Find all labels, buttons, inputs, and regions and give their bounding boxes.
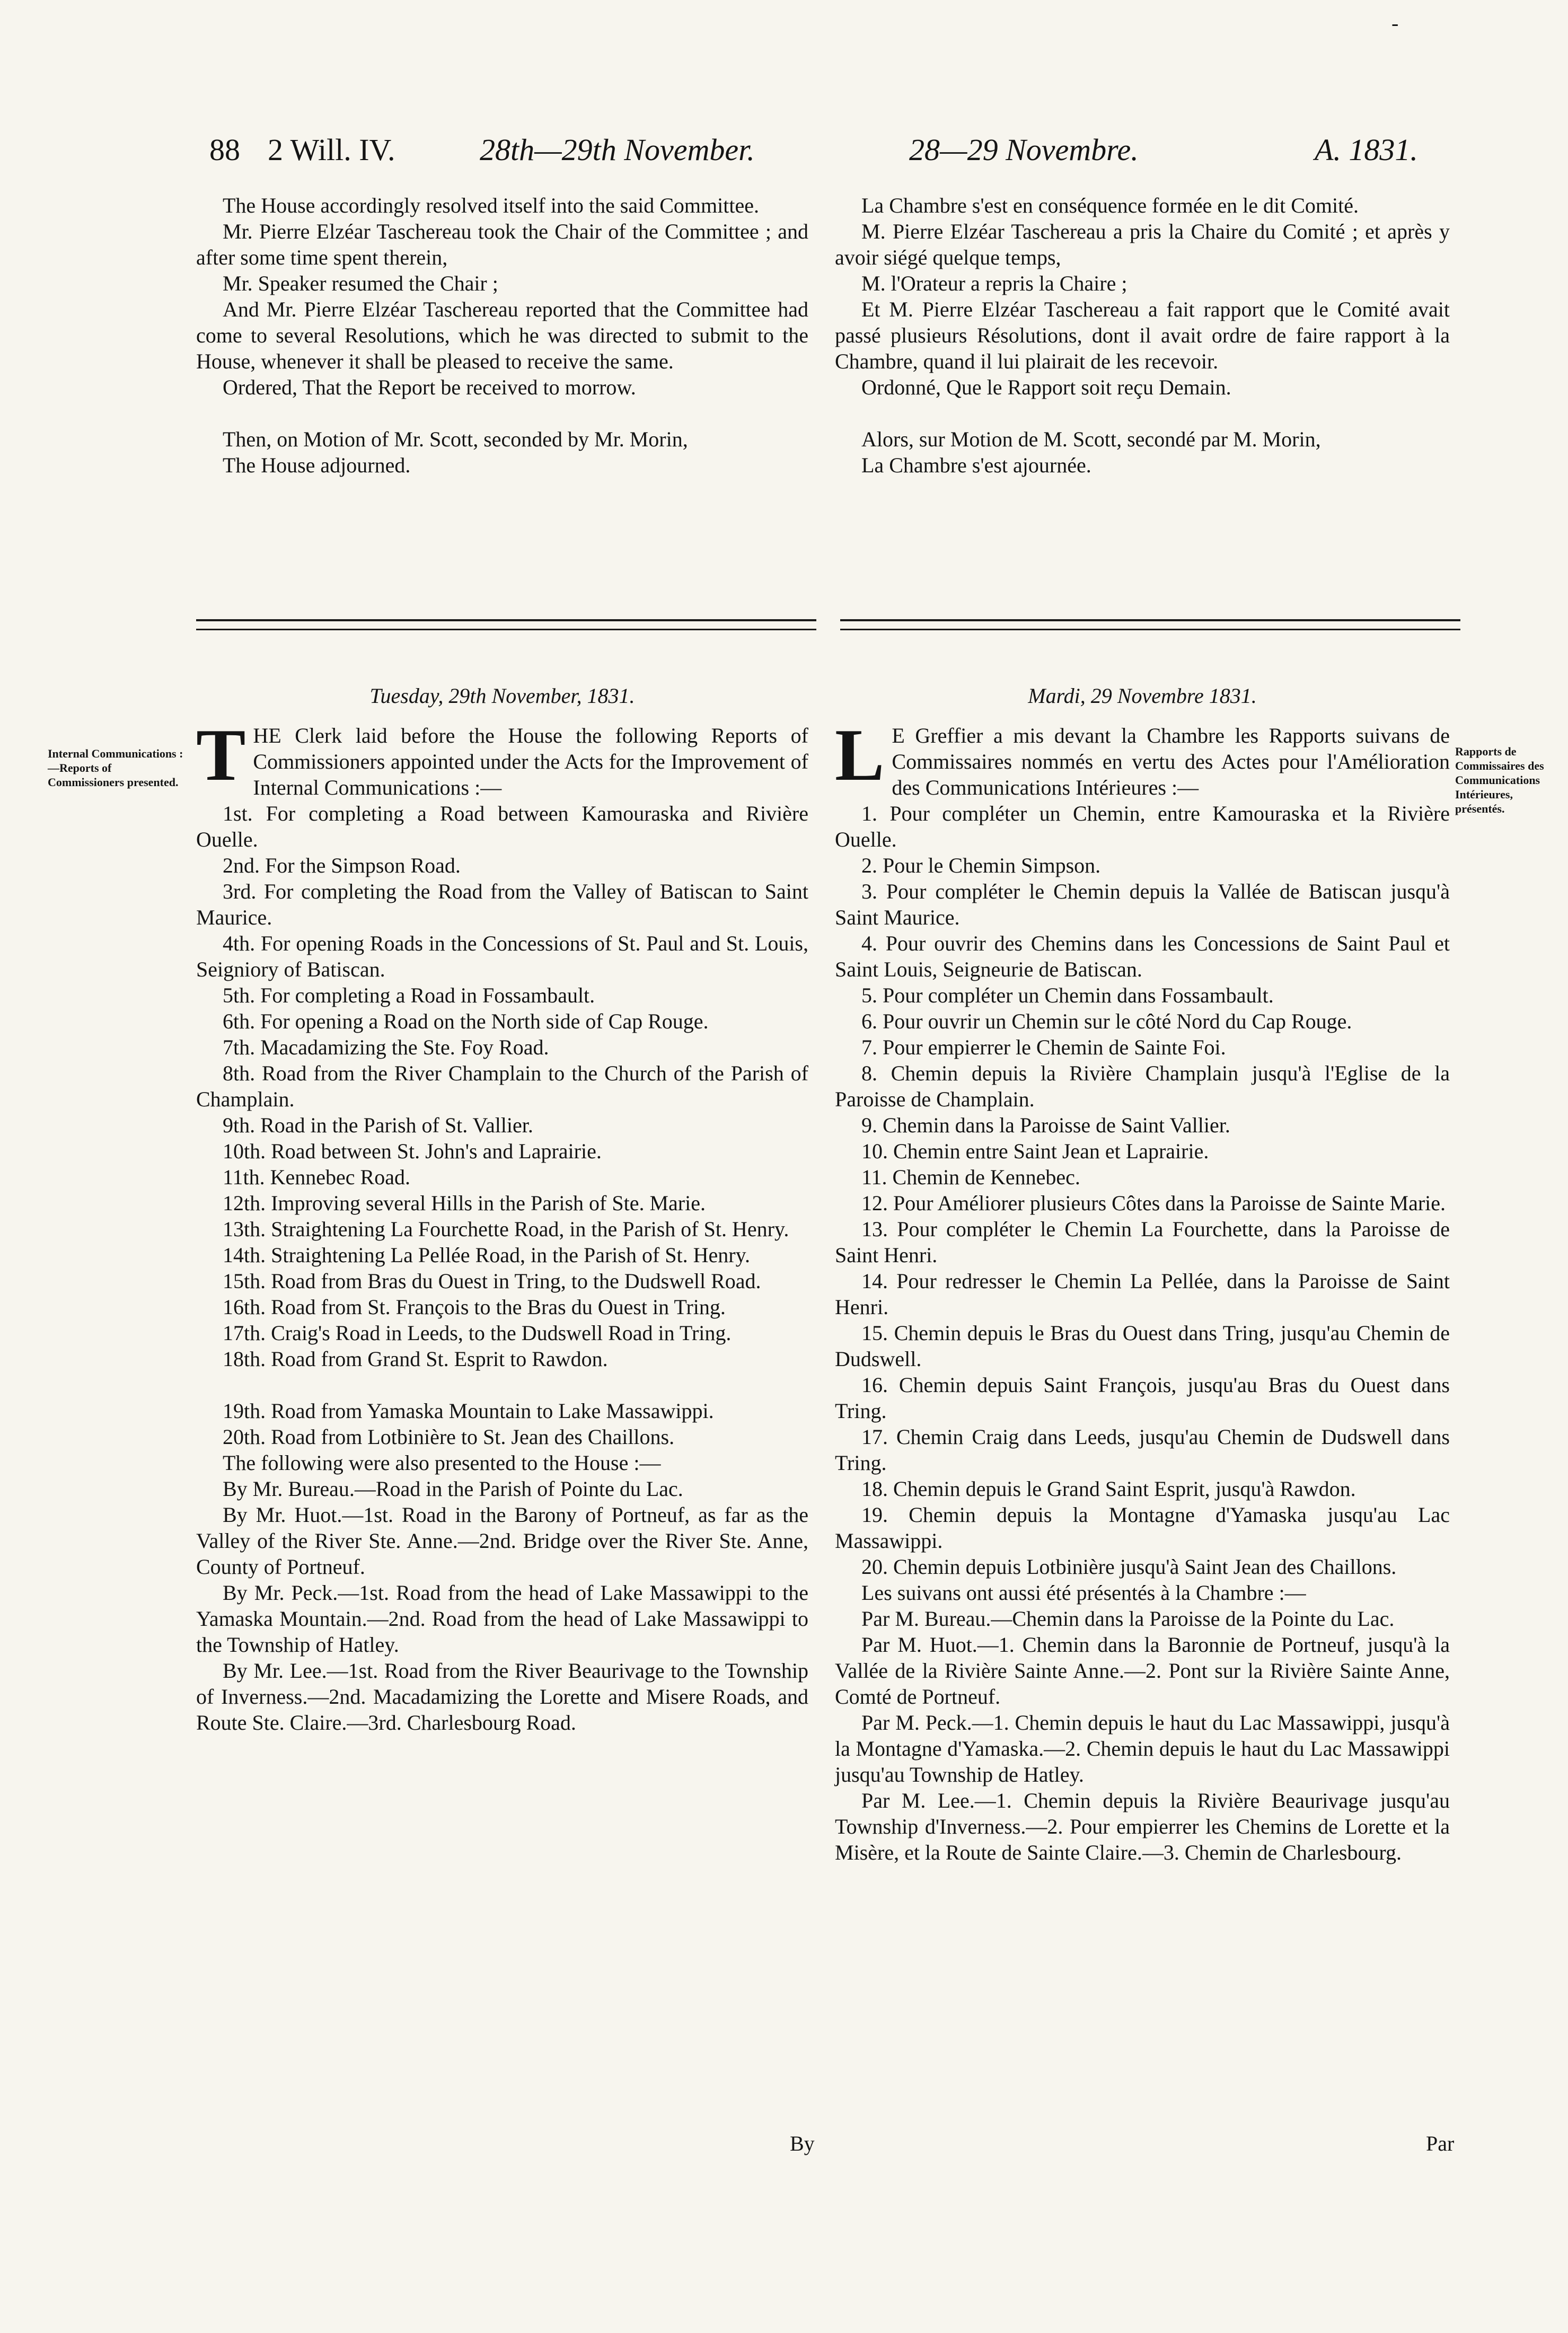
presented-item: By Mr. Bureau.—Road in the Parish of Pointe du Lac. [223,1477,683,1501]
page-number: 88 [209,133,240,167]
report-item: 17th. Craig's Road in Leeds, to the Dudswell Road in Tring. [223,1321,732,1345]
paragraph: La Chambre s'est ajournée. [861,453,1091,477]
year-label: A. 1831. [1315,133,1418,167]
report-item: 6. Pour ouvrir un Chemin sur le côté Nord du Cap Rouge. [861,1009,1352,1033]
margin-note-french: Rapports de Commissaires des Communications Intérieures, présentés. [1455,745,1544,815]
catchword-french: Par [1426,2132,1455,2155]
report-item: 9. Chemin dans la Paroisse de Saint Vallier. [861,1113,1230,1137]
presented-item: The following were also presented to the House :— [223,1451,661,1475]
report-item: 2nd. For the Simpson Road. [223,853,461,877]
paragraph: Alors, sur Motion de M. Scott, secondé par M. Morin, [861,427,1321,451]
body-french [835,683,1450,1865]
presented-item: By Mr. Lee.—1st. Road from the River Beaurivage to the Township of Inverness.—2nd. Macadamizing the Lorette and Misere Roads, and Route Ste. Claire.—3rd. Charlesbourg Road. [196,1659,808,1735]
presented-item: Par M. Bureau.—Chemin dans la Paroisse de la Pointe du Lac. [861,1607,1395,1631]
report-item: 1. Pour compléter un Chemin, entre Kamouraska et la Rivière Ouelle. [835,802,1450,851]
report-item: 16. Chemin depuis Saint François, jusqu'au Bras du Ouest dans Tring. [835,1373,1450,1423]
presented-item: Par M. Huot.—1. Chemin dans la Baronnie de Portneuf, jusqu'à la Vallée de la Rivière Sainte Anne.—2. Pont sur la Rivière Sainte Anne, Comté de Portneuf. [835,1633,1450,1709]
sitting-date-french: Mardi, 29 Novembre 1831. [1028,684,1257,708]
report-item: 19. Chemin depuis la Montagne d'Yamaska jusqu'au Lac Massawippi. [835,1503,1450,1553]
report-item: 5th. For completing a Road in Fossambault. [223,983,595,1007]
drop-cap: T [196,714,246,796]
catchword-english: By [790,2132,815,2155]
report-item: 8th. Road from the River Champlain to the Church of the Parish of Champlain. [196,1061,808,1111]
report-item: 11. Chemin de Kennebec. [861,1165,1080,1189]
paragraph: And Mr. Pierre Elzéar Taschereau reported that the Committee had come to several Resolutions, which he was directed to submit to the House, whenever it shall be pleased to receive the same. [196,297,808,373]
report-item: 4. Pour ouvrir des Chemins dans les Concessions de Saint Paul et Saint Louis, Seigneurie de Batiscan. [835,931,1450,981]
report-item: 2. Pour le Chemin Simpson. [861,853,1101,877]
report-item: 10th. Road between St. John's and Laprairie. [223,1139,602,1163]
report-item: 13. Pour compléter le Chemin La Fourchette, dans la Paroisse de Saint Henri. [835,1217,1450,1267]
report-item: 1st. For completing a Road between Kamouraska and Rivière Ouelle. [196,802,808,851]
section-divider-left [196,619,816,630]
paragraph: M. l'Orateur a repris la Chaire ; [861,271,1127,295]
drop-cap: L [835,714,885,796]
section-divider-right [840,619,1460,630]
report-item: 5. Pour compléter un Chemin dans Fossambault. [861,983,1274,1007]
report-item: 12th. Improving several Hills in the Parish of Ste. Marie. [223,1191,706,1215]
report-item: 17. Chemin Craig dans Leeds, jusqu'au Chemin de Dudswell dans Tring. [835,1425,1450,1475]
body-english [196,683,808,1736]
presented-item: Les suivans ont aussi été présentés à la Chambre :— [861,1581,1306,1605]
report-item: 8. Chemin depuis la Rivière Champlain jusqu'à l'Eglise de la Paroisse de Champlain. [835,1061,1450,1111]
report-item: 18. Chemin depuis le Grand Saint Esprit, jusqu'à Rawdon. [861,1477,1356,1501]
report-item: 20. Chemin depuis Lotbinière jusqu'à Saint Jean des Chaillons. [861,1555,1397,1579]
also-presented-french [835,1580,1450,1865]
intro-paragraph-french: L E Greffier a mis devant la Chambre les Rapports suivans de Commissaires nommés en vertu des Actes pour l'Amélioration des Communications Intérieures :— [835,714,1450,799]
report-item: 16th. Road from St. François to the Bras du Ouest in Tring. [223,1295,726,1319]
top-section-english [196,192,808,478]
report-item: 4th. For opening Roads in the Concessions of St. Paul and St. Louis, Seigniory of Batiscan. [196,931,808,981]
report-item: 7th. Macadamizing the Ste. Foy Road. [223,1035,549,1059]
regnal-year: 2 Will. IV. [268,133,395,167]
presented-item: Par M. Lee.—1. Chemin depuis la Rivière Beaurivage jusqu'au Township d'Inverness.—2. Pour empierrer les Chemins de Lorette et la Misère, et la Route de Sainte Claire.—3. Chemin de Charlesbourg. [835,1789,1450,1864]
paragraph: M. Pierre Elzéar Taschereau a pris la Chaire du Comité ; et après y avoir siégé quelque temps, [835,219,1450,269]
paragraph: Ordered, That the Report be received to morrow. [223,375,636,399]
presented-item: Par M. Peck.—1. Chemin depuis le haut du Lac Massawippi, jusqu'à la Montagne d'Yamaska.—2. Chemin depuis le haut du Lac Massawippi jusqu'au Township de Hatley. [835,1711,1450,1786]
date-english: 28th—29th November. [480,133,755,167]
date-french: 28—29 Novembre. [909,133,1139,167]
report-item: 12. Pour Améliorer plusieurs Côtes dans la Paroisse de Sainte Marie. [861,1191,1446,1215]
also-presented-english [196,1450,808,1736]
paragraph: The House accordingly resolved itself into the said Committee. [223,193,759,217]
report-item: 10. Chemin entre Saint Jean et Laprairie. [861,1139,1209,1163]
paragraph: Mr. Pierre Elzéar Taschereau took the Chair of the Committee ; and after some time spent therein, [196,219,808,269]
report-item: 18th. Road from Grand St. Esprit to Rawdon. [223,1347,608,1371]
top-section-french [835,192,1450,478]
paragraph: Mr. Speaker resumed the Chair ; [223,271,498,295]
paragraph: La Chambre s'est en conséquence formée en le dit Comité. [861,193,1359,217]
running-header [209,126,1423,174]
paragraph: Ordonné, Que le Rapport soit reçu Demain. [861,375,1231,399]
report-item: 6th. For opening a Road on the North side of Cap Rouge. [223,1009,709,1033]
report-item: 20th. Road from Lotbinière to St. Jean des Chaillons. [223,1425,675,1449]
report-item: 15. Chemin depuis le Bras du Ouest dans Tring, jusqu'au Chemin de Dudswell. [835,1321,1450,1371]
sitting-date-english: Tuesday, 29th November, 1831. [369,684,635,708]
report-item: 11th. Kennebec Road. [223,1165,410,1189]
paragraph: Then, on Motion of Mr. Scott, seconded by Mr. Morin, [223,427,688,451]
report-item: 13th. Straightening La Fourchette Road, in the Parish of St. Henry. [223,1217,789,1241]
paragraph: The House adjourned. [223,453,411,477]
report-item: 3rd. For completing the Road from the Valley of Batiscan to Saint Maurice. [196,879,808,929]
paragraph: Et M. Pierre Elzéar Taschereau a fait rapport que le Comité avait passé plusieurs Résolutions, dont il avait ordre de faire rapport à la Chambre, quand il lui plairait de les recevoir. [835,297,1450,373]
report-item: 14th. Straightening La Pellée Road, in the Parish of St. Henry. [223,1243,751,1267]
corner-mark: - [1391,11,1399,35]
presented-item: By Mr. Huot.—1st. Road in the Barony of Portneuf, as far as the Valley of the River Ste. Anne.—2nd. Bridge over the River Ste. Anne, County of Portneuf. [196,1503,808,1579]
intro-paragraph-english: THE Clerk laid before the House the following Reports of Commissioners appointed under the Acts for the Improvement of Internal Communications :— [196,714,808,799]
report-list-english [196,800,808,1450]
report-item: 14. Pour redresser le Chemin La Pellée, dans la Paroisse de Saint Henri. [835,1269,1450,1319]
report-list-french [835,800,1450,1580]
report-item: 9th. Road in the Parish of St. Vallier. [223,1113,533,1137]
report-item: 3. Pour compléter le Chemin depuis la Vallée de Batiscan jusqu'à Saint Maurice. [835,879,1450,929]
report-item: 7. Pour empierrer le Chemin de Sainte Foi. [861,1035,1226,1059]
presented-item: By Mr. Peck.—1st. Road from the head of Lake Massawippi to the Yamaska Mountain.—2nd. Road from the head of Lake Massawippi to the Township of Hatley. [196,1581,808,1657]
margin-note-english: Internal Communications :—Reports of Commissioners presented. [48,747,183,789]
report-item: 19th. Road from Yamaska Mountain to Lake Massawippi. [223,1399,714,1423]
report-item: 15th. Road from Bras du Ouest in Tring, to the Dudswell Road. [223,1269,761,1293]
